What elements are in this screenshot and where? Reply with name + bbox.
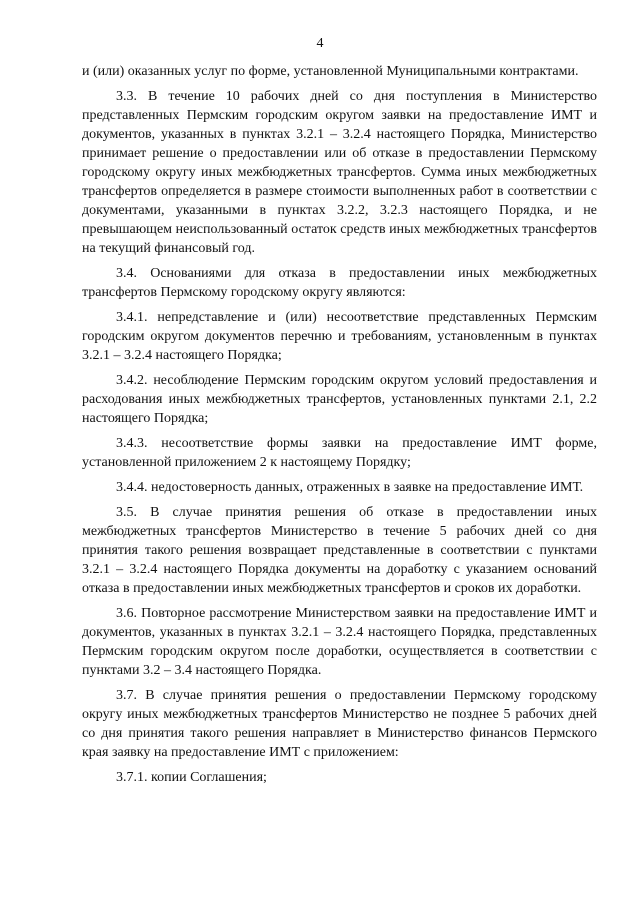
paragraph-3-4-2: 3.4.2. несоблюдение Пермским городским округом условий предоставления и расходования иных межбюджетных трансфертов, установленных пунктами 2.1, 2.2 настоящего Порядка;	[82, 373, 597, 426]
paragraph-3-4-3: 3.4.3. несоответствие формы заявки на предоставление ИМТ форме, установленной приложением 2 к настоящему Порядку;	[82, 436, 597, 470]
paragraph-3-6: 3.6. Повторное рассмотрение Министерством заявки на предоставление ИМТ и документов, указанных в пунктах 3.2.1 – 3.2.4 настоящего Порядка, представленных Пермским городским округом после доработки, осуществляется в соответствии с пунктами 3.2 – 3.4 настоящего Порядка.	[82, 606, 597, 678]
paragraph-3-4-1: 3.4.1. непредставление и (или) несоответствие представленных Пермским городским округом документов перечню и требованиям, установленным в пунктах 3.2.1 – 3.2.4 настоящего Порядка;	[82, 310, 597, 363]
paragraph-continuation: и (или) оказанных услуг по форме, установленной Муниципальными контрактами.	[82, 64, 579, 79]
paragraph-3-4-4: 3.4.4. недостоверность данных, отраженных в заявке на предоставление ИМТ.	[116, 480, 584, 495]
paragraph-3-7-1: 3.7.1. копии Соглашения;	[116, 770, 267, 785]
paragraph-3-3: 3.3. В течение 10 рабочих дней со дня поступления в Министерство представленных Пермским городским округом заявки на предоставление ИМТ и документов, указанных в пунктах 3.2.1 – 3.2.4 настоящего Порядка, Министерство принимает решение о предоставлении или об отказе в предоставлении Пермскому городскому округу иных межбюджетных трансфертов. Сумма иных межбюджетных трансфертов определяется в размере стоимости выполненных работ в соответствии с документами, указанными в пунктах 3.2.2, 3.2.3 настоящего Порядка, и не превышающем неиспользованный остаток средств иных межбюджетных трансфертов на текущий финансовый год.	[82, 89, 597, 256]
page-number: 4	[316, 36, 324, 51]
document-body	[82, 62, 597, 793]
paragraph-3-5: 3.5. В случае принятия решения об отказе в предоставлении иных межбюджетных трансфертов Министерство в течение 5 рабочих дней со дня принятия такого решения возвращает представленные в соответствии с пунктами 3.2.1 – 3.2.4 настоящего Порядка документы на доработку с указанием оснований отказа в предоставлении иных межбюджетных трансфертов и сроков их доработки.	[82, 505, 597, 596]
paragraph-3-7: 3.7. В случае принятия решения о предоставлении Пермскому городскому округу иных межбюджетных трансфертов Министерство не позднее 5 рабочих дней со дня принятия такого решения направляет в Министерство финансов Пермского края заявку на предоставление ИМТ с приложением:	[82, 688, 597, 760]
paragraph-3-4: 3.4. Основаниями для отказа в предоставлении иных межбюджетных трансфертов Пермскому городскому округу являются:	[82, 266, 597, 300]
